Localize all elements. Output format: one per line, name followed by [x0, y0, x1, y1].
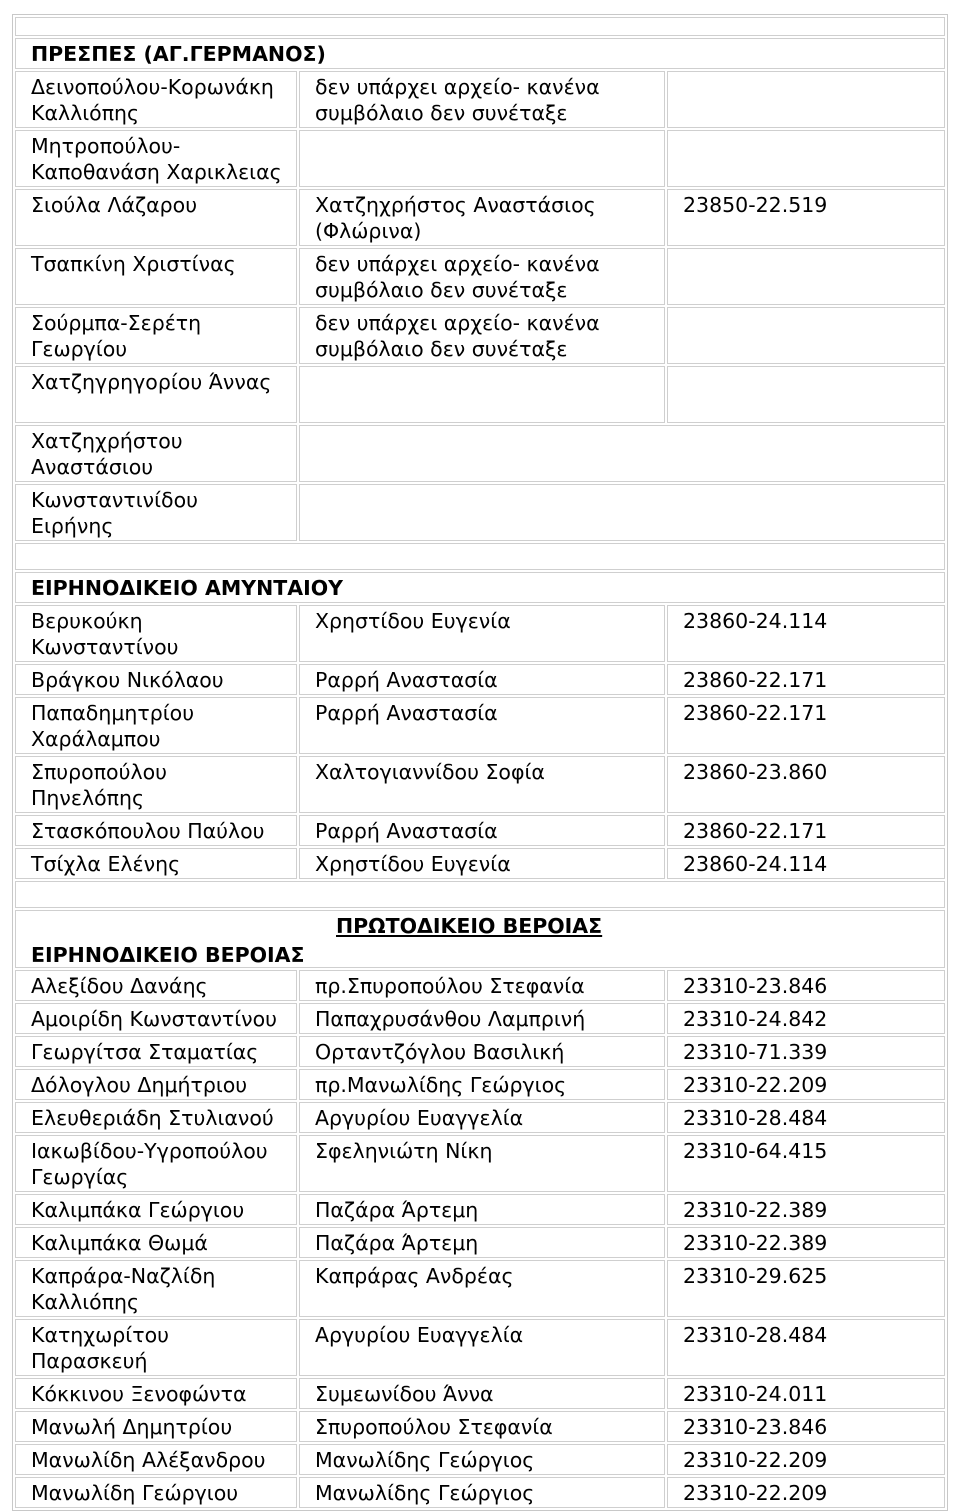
- notary-name: Μανωλίδη Γεώργιου: [15, 1477, 297, 1508]
- table-row: [15, 1102, 945, 1133]
- record-holder: Ραρρή Αναστασία: [299, 697, 665, 754]
- record-holder: Καπράρας Ανδρέας: [299, 1260, 665, 1317]
- table-row: [15, 1444, 945, 1475]
- table-row: [15, 970, 945, 1001]
- record-holder: Παζάρα Άρτεμη: [299, 1194, 665, 1225]
- record-holder: Χαλτογιαννίδου Σοφία: [299, 756, 665, 813]
- phone-number: 23310-24.842: [667, 1003, 945, 1034]
- record-holder: Συμεωνίδου Άννα: [299, 1378, 665, 1409]
- record-holder: Παπαχρυσάνθου Λαμπρινή: [299, 1003, 665, 1034]
- notary-name: Καλιμπάκα Γεώργιου: [15, 1194, 297, 1225]
- table-row: [15, 815, 945, 846]
- notary-name: Αλεξίδου Δανάης: [15, 970, 297, 1001]
- table-row: [15, 1003, 945, 1034]
- notary-name: Δεινοπούλου-Κορωνάκη Καλλιόπης: [15, 71, 297, 128]
- phone-number: 23310-28.484: [667, 1319, 945, 1376]
- table-row: [15, 1260, 945, 1317]
- notary-name: Κωνσταντινίδου Ειρήνης: [15, 484, 297, 541]
- section-header-row: [15, 38, 945, 69]
- phone-number: 23860-22.171: [667, 664, 945, 695]
- registry-table: [12, 14, 948, 1511]
- table-row: [15, 366, 945, 423]
- phone-number: [667, 71, 945, 128]
- section-header-cell: [15, 910, 945, 968]
- phone-number: 23310-23.846: [667, 970, 945, 1001]
- phone-number: [667, 366, 945, 423]
- record-holder: [299, 484, 945, 541]
- record-holder: δεν υπάρχει αρχείο- κανένα συμβόλαιο δεν συνέταξε: [299, 307, 665, 364]
- record-holder: [299, 366, 665, 423]
- notary-name: Καλιμπάκα Θωμά: [15, 1227, 297, 1258]
- notary-name: Βράγκου Νικόλαου: [15, 664, 297, 695]
- phone-number: 23310-22.209: [667, 1477, 945, 1508]
- phone-number: 23310-71.339: [667, 1036, 945, 1067]
- document-page: [12, 14, 948, 1511]
- notary-name: Στασκόπουλου Παύλου: [15, 815, 297, 846]
- notary-name: Κόκκινου Ξενοφώντα: [15, 1378, 297, 1409]
- notary-name: Χατζηγρηγορίου Άννας: [15, 366, 297, 423]
- phone-number: 23310-64.415: [667, 1135, 945, 1192]
- notary-name: Γεωργίτσα Σταματίας: [15, 1036, 297, 1067]
- section-header: ΕΙΡΗΝΟΔΙΚΕΙΟ ΑΜΥΝΤΑΙΟΥ: [15, 572, 945, 603]
- phone-number: 23310-28.484: [667, 1102, 945, 1133]
- table-row: [15, 664, 945, 695]
- phone-number: 23310-23.846: [667, 1411, 945, 1442]
- record-holder: Ορταντζόγλου Βασιλική: [299, 1036, 665, 1067]
- notary-name: Βερυκούκη Κωνσταντίνου: [15, 605, 297, 662]
- table-row: [15, 848, 945, 879]
- record-holder: Χρηστίδου Ευγενία: [299, 848, 665, 879]
- notary-name: Χατζηχρήστου Αναστάσιου: [15, 425, 297, 482]
- record-holder: πρ.Σπυροπούλου Στεφανία: [299, 970, 665, 1001]
- table-row: [15, 1411, 945, 1442]
- notary-name: Παπαδημητρίου Χαράλαμπου: [15, 697, 297, 754]
- record-holder: δεν υπάρχει αρχείο- κανένα συμβόλαιο δεν συνέταξε: [299, 71, 665, 128]
- table-row: [15, 484, 945, 541]
- record-holder: πρ.Μανωλίδης Γεώργιος: [299, 1069, 665, 1100]
- spacer-row: [15, 543, 945, 570]
- phone-number: 23860-23.860: [667, 756, 945, 813]
- table-row: [15, 1194, 945, 1225]
- record-holder: Σφεληνιώτη Νίκη: [299, 1135, 665, 1192]
- record-holder: [299, 130, 665, 187]
- phone-number: [667, 307, 945, 364]
- notary-name: Σούρμπα-Σερέτη Γεωργίου: [15, 307, 297, 364]
- notary-name: Τσίχλα Ελένης: [15, 848, 297, 879]
- record-holder: Αργυρίου Ευαγγελία: [299, 1319, 665, 1376]
- table-row: [15, 756, 945, 813]
- notary-name: Σπυροπούλου Πηνελόπης: [15, 756, 297, 813]
- section-header-row: [15, 572, 945, 603]
- notary-name: Μανωλίδη Αλέξανδρου: [15, 1444, 297, 1475]
- table-row: [15, 1378, 945, 1409]
- court-subheader: ΠΡΩΤΟΔΙΚΕΙΟ ΒΕΡΟΙΑΣ: [336, 914, 603, 938]
- table-row: [15, 1227, 945, 1258]
- phone-number: 23310-22.209: [667, 1444, 945, 1475]
- phone-number: 23860-22.171: [667, 697, 945, 754]
- phone-number: 23310-22.209: [667, 1069, 945, 1100]
- spacer-row: [15, 881, 945, 908]
- phone-number: [667, 130, 945, 187]
- record-holder: Μανωλίδης Γεώργιος: [299, 1444, 665, 1475]
- table-row: [15, 130, 945, 187]
- phone-number: 23850-22.519: [667, 189, 945, 246]
- record-holder: δεν υπάρχει αρχείο- κανένα συμβόλαιο δεν συνέταξε: [299, 248, 665, 305]
- section-header: ΕΙΡΗΝΟΔΙΚΕΙΟ ΒΕΡΟΙΑΣ: [31, 943, 305, 967]
- phone-number: 23310-29.625: [667, 1260, 945, 1317]
- phone-number: 23310-24.011: [667, 1378, 945, 1409]
- table-row: [15, 189, 945, 246]
- phone-number: 23860-24.114: [667, 848, 945, 879]
- table-row: [15, 1135, 945, 1192]
- table-row: [15, 71, 945, 128]
- notary-name: Μανωλή Δημητρίου: [15, 1411, 297, 1442]
- notary-name: Ιακωβίδου-Υγροπούλου Γεωργίας: [15, 1135, 297, 1192]
- record-holder: [299, 425, 945, 482]
- spacer-row: [15, 17, 945, 36]
- notary-name: Μητροπούλου-Καποθανάση Χαρικλειας: [15, 130, 297, 187]
- notary-name: Καπράρα-Ναζλίδη Καλλιόπης: [15, 1260, 297, 1317]
- record-holder: Μανωλίδης Γεώργιος: [299, 1477, 665, 1508]
- notary-name: Δόλογλου Δημήτριου: [15, 1069, 297, 1100]
- notary-name: Κατηχωρίτου Παρασκευή: [15, 1319, 297, 1376]
- record-holder: Ραρρή Αναστασία: [299, 815, 665, 846]
- table-row: [15, 1319, 945, 1376]
- table-row: [15, 425, 945, 482]
- phone-number: 23860-24.114: [667, 605, 945, 662]
- record-holder: Ραρρή Αναστασία: [299, 664, 665, 695]
- table-row: [15, 248, 945, 305]
- table-row: [15, 307, 945, 364]
- section-header: ΠΡΕΣΠΕΣ (ΑΓ.ΓΕΡΜΑΝΟΣ): [15, 38, 945, 69]
- record-holder: Σπυροπούλου Στεφανία: [299, 1411, 665, 1442]
- table-row: [15, 1477, 945, 1508]
- phone-number: 23310-22.389: [667, 1194, 945, 1225]
- notary-name: Αμοιρίδη Κωνσταντίνου: [15, 1003, 297, 1034]
- table-row: [15, 1069, 945, 1100]
- phone-number: [667, 248, 945, 305]
- notary-name: Τσαπκίνη Χριστίνας: [15, 248, 297, 305]
- phone-number: 23860-22.171: [667, 815, 945, 846]
- table-row: [15, 1036, 945, 1067]
- section-header-row: [15, 910, 945, 968]
- record-holder: Αργυρίου Ευαγγελία: [299, 1102, 665, 1133]
- record-holder: Παζάρα Άρτεμη: [299, 1227, 665, 1258]
- record-holder: Χατζηχρήστος Αναστάσιος (Φλώρινα): [299, 189, 665, 246]
- notary-name: Ελευθεριάδη Στυλιανού: [15, 1102, 297, 1133]
- phone-number: 23310-22.389: [667, 1227, 945, 1258]
- notary-name: Σιούλα Λάζαρου: [15, 189, 297, 246]
- record-holder: Χρηστίδου Ευγενία: [299, 605, 665, 662]
- table-row: [15, 697, 945, 754]
- table-row: [15, 605, 945, 662]
